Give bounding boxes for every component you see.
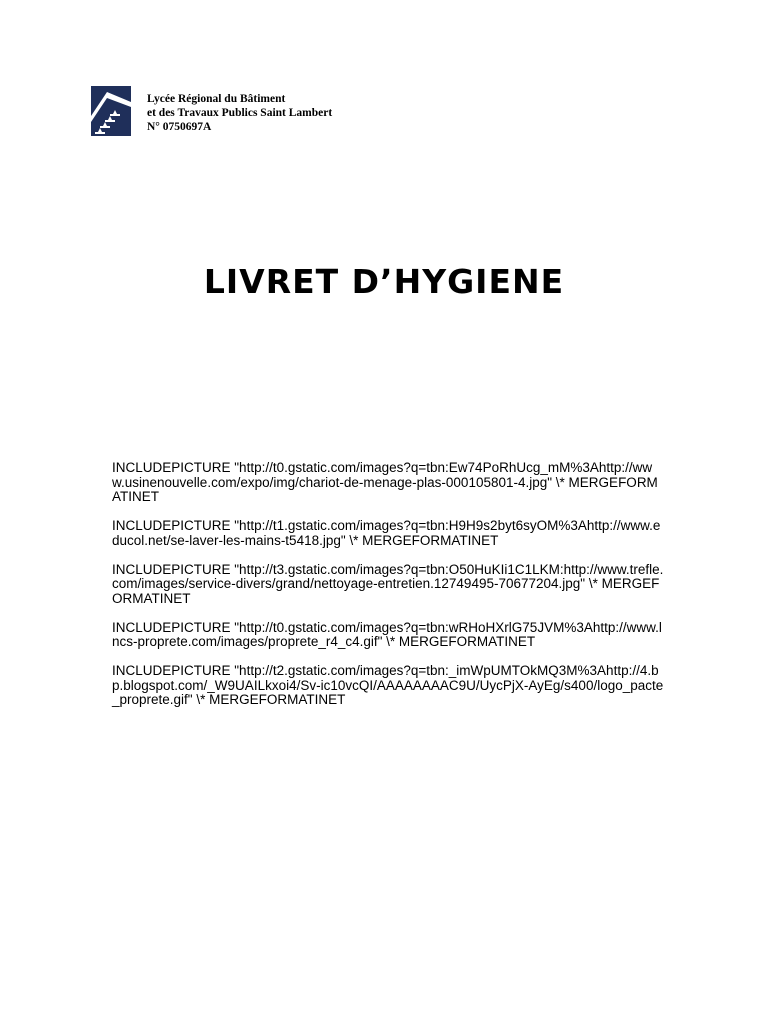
school-name-line2: et des Travaux Publics Saint Lambert	[147, 107, 333, 119]
document-header	[91, 86, 332, 136]
school-logo-icon	[91, 86, 131, 136]
school-info	[147, 92, 332, 134]
include-picture-field-3: INCLUDEPICTURE "http://t3.gstatic.com/images?q=tbn:O50HuKIi1C1LKM:http://www.trefle.com/images/service-divers/grand/nettoyage-entretien.12749495-70677204.jpg" \* MERGEFORMATINET	[112, 561, 664, 606]
include-picture-field-5: INCLUDEPICTURE "http://t2.gstatic.com/images?q=tbn:_imWpUMTOkMQ3M%3Ahttp://4.bp.blogspot.com/_W9UAILkxoi4/Sv-ic10vcQI/AAAAAAAAC9U/UycPjX-AyEg/s400/logo_pacte_proprete.gif" \* MERGEFORMATINET	[112, 663, 664, 707]
field-code-list	[112, 461, 664, 722]
include-picture-field-2: INCLUDEPICTURE "http://t1.gstatic.com/images?q=tbn:H9H9s2byt6syOM%3Ahttp://www.educol.net/se-laver-les-mains-t5418.jpg" \* MERGEFORMATINET	[112, 518, 661, 548]
document-title: LIVRET D’HYGIENE	[203, 262, 565, 301]
include-picture-field-4: INCLUDEPICTURE "http://t0.gstatic.com/images?q=tbn:wRHoHXrlG75JVM%3Ahttp://www.lncs-proprete.com/images/proprete_r4_c4.gif" \* MERGEFORMATINET	[112, 619, 662, 649]
school-number: N° 0750697A	[147, 121, 212, 133]
include-picture-field-1: INCLUDEPICTURE "http://t0.gstatic.com/images?q=tbn:Ew74PoRhUcg_mM%3Ahttp://www.usinenouvelle.com/expo/img/chariot-de-menage-plas-000105801-4.jpg" \* MERGEFORMATINET	[112, 460, 658, 504]
school-name-line1: Lycée Régional du Bâtiment	[147, 93, 286, 105]
